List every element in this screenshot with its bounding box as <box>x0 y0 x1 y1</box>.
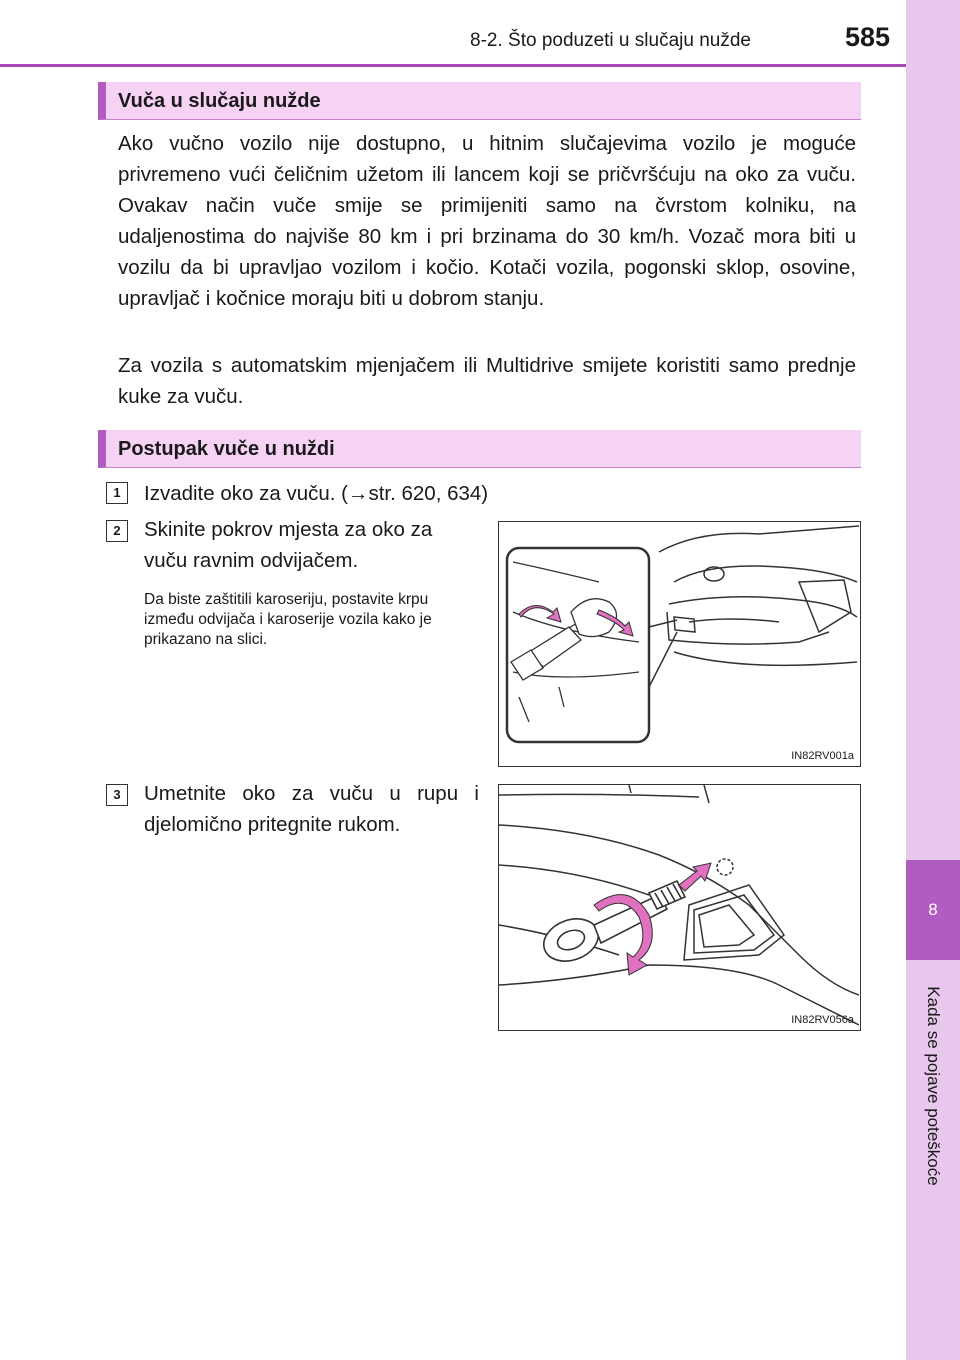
step-1-number: 1 <box>106 482 128 504</box>
figure-insert-tow-eye <box>498 784 861 1031</box>
paragraph-automatic-transmission: Za vozila s automatskim mjenjačem ili Multidrive smijete koristiti samo prednje kuke za vuču. <box>118 354 856 408</box>
step-3-number: 3 <box>106 784 128 806</box>
figure-remove-cover <box>498 521 861 767</box>
figure-code: IN82RV056a <box>791 1014 854 1026</box>
step-2-text-line2: vuču ravnim odvijačem. <box>144 549 359 572</box>
header-divider <box>0 64 906 67</box>
chapter-number: 8 <box>906 860 960 960</box>
chapter-side-tab <box>906 0 960 1360</box>
figure-code: IN82RV001a <box>791 750 854 762</box>
step-1-text: Izvadite oko za vuču. (→str. 620, 634) <box>144 482 489 505</box>
insert-tow-eye-illustration <box>499 785 859 1030</box>
step-3-text-line1: Umetnite oko za vuču u rupu i <box>144 782 479 805</box>
section-heading-emergency-towing: Vuča u slučaju nužde <box>98 82 861 120</box>
section-heading-towing-procedure: Postupak vuče u nuždi <box>98 430 861 468</box>
step-3-text-line2: djelomično pritegnite rukom. <box>144 813 401 836</box>
section-header-title: 8-2. Što poduzeti u slučaju nužde <box>470 30 751 51</box>
remove-cover-illustration <box>499 522 859 766</box>
step-2-text-line1: Skinite pokrov mjesta za oko za <box>144 518 433 541</box>
page-number: 585 <box>845 22 891 52</box>
chapter-title: Kada se pojave poteškoće <box>924 986 943 1186</box>
paragraph-towing-conditions: Ako vučno vozilo nije dostupno, u hitnim slučajevima vozilo je moguće privremeno vući čeličnim užetom ili lancem koji se pričvršćuju na oko za vuču. Ovakav način vuče smije se primijeniti samo na čvrstom kolniku, na udaljenostima do najviše 80 km i pri brzinama do 30 km/h. Vozač mora biti u vozilu da bi upravljao vozilom i kočio. Kotači vozila, pogonski sklop, osovine, upravljač i kočnice moraju biti u dobrom stanju. <box>118 132 856 310</box>
step-2-note: Da biste zaštitili karoseriju, postavite krpu između odvijača i karoserije vozila kako je prikazano na slici. <box>144 591 432 648</box>
step-2-number: 2 <box>106 520 128 542</box>
